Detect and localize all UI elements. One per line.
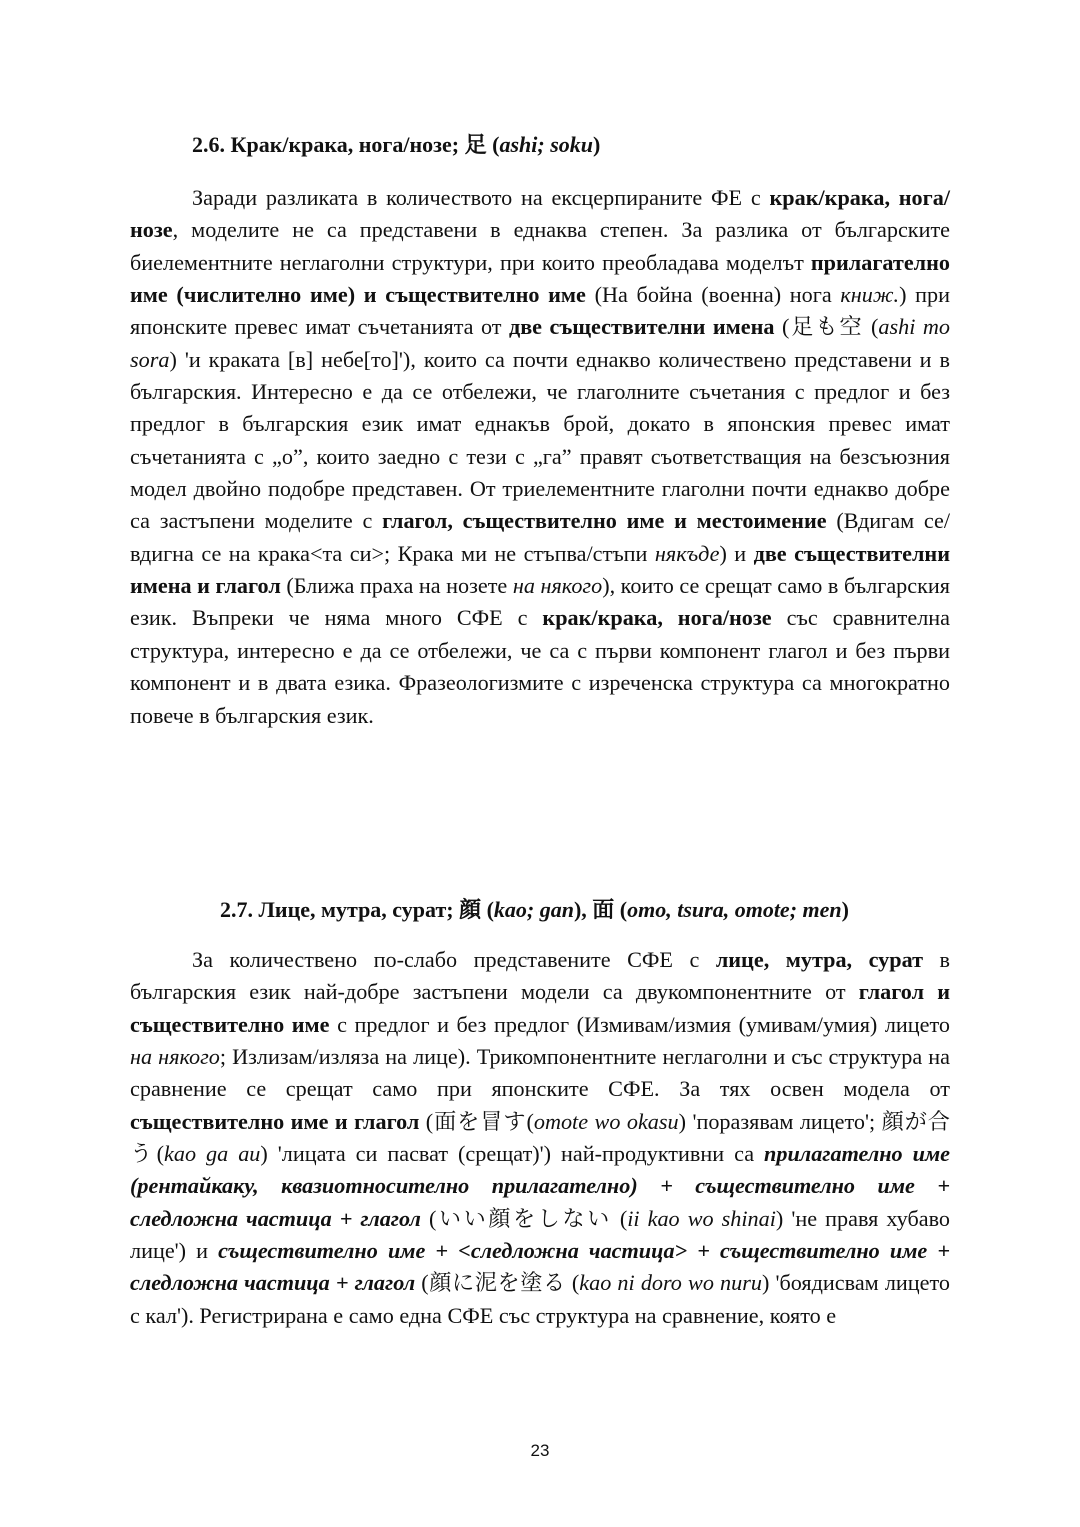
text-run: ) [593, 132, 601, 157]
text-run: книж. [840, 282, 900, 308]
text-run: , моделите не са представени в еднаква степен. За разлика от българските биелементните неглаголни структури, при които преобладава моделът [130, 217, 950, 275]
text-run: 2.6. Крак/крака, нога/нозе; 足 ( [192, 132, 500, 157]
text-run: глагол и съществително име [130, 979, 950, 1037]
text-run: прилагателно име (числително име) и съществително име [130, 249, 950, 308]
text-run: ) [841, 897, 849, 922]
text-run: (Вдигам се/вдигна се на крака<та си>; Крака ми не стъпва/стъпи [130, 508, 951, 566]
text-run: ashi; soku [499, 132, 593, 157]
text-run: За количествено по-слабо представените СФЕ с [192, 947, 716, 972]
text-run: на някого [512, 573, 603, 599]
text-run: съществително име + <следложна частица> + съществително име + следложна частица + глагол [130, 1238, 950, 1296]
text-run: kao; gan [493, 897, 574, 922]
text-run: 2.7. Лице, мутра, сурат; 顔 ( [220, 897, 494, 922]
text-run: на някого [130, 1044, 220, 1070]
section-heading-2-6 [192, 130, 600, 160]
text-run: глагол, съществително име и местоимение [382, 508, 827, 534]
text-run: omote wo okasu [533, 1108, 679, 1134]
text-run: ; Излизам/изляза на лице). Трикомпонентните неглаголни и със структура на сравнение се срещат само при японските СФЕ. За тях освен модела от [130, 1044, 950, 1102]
section-paragraph-2-6 [130, 182, 950, 732]
text-run: ii kao wo shinai [627, 1205, 776, 1231]
text-run: kao ga au [164, 1141, 261, 1167]
text-run: ), 面 ( [573, 897, 628, 922]
text-run: ) 'лицата си пасват (срещат)') най-продуктивни са [260, 1141, 765, 1167]
text-run: крак/крака, нога/нозе [542, 605, 772, 631]
text-run: (いい顔をしない ( [420, 1205, 628, 1231]
text-run: ) 'поразявам лицето'; 顔が合う( [130, 1108, 950, 1167]
text-run: Заради разликата в количеството на ексцерпираните ФЕ с [192, 185, 770, 210]
text-run: крак/крака, нога/нозе [130, 185, 950, 243]
section-paragraph-2-7 [130, 944, 950, 1332]
text-run: ) 'боядисвам лицето с кал'). Регистрирана е само една СФЕ със структура на сравнение, която е [130, 1270, 950, 1328]
text-run: в българския език най-добре застъпени модели са двукомпонентните от [130, 947, 950, 1005]
text-run: (顔に泥を塗る ( [415, 1270, 580, 1296]
section-heading-2-7 [220, 895, 849, 925]
text-run: някъде [654, 540, 720, 566]
text-run: лице, мутра, сурат [715, 947, 924, 972]
text-run: с предлог и без предлог (Измивам/измия (умивам/умия) лицето [329, 1011, 951, 1037]
text-run: със сравнителна структура, интересно е да се отбележи, че са с първи компонент глагол и без първи компонент и в двата езика. Фразеологизмите с изреченска структура са многократно повече в българския език. [130, 605, 950, 728]
page-number: 23 [530, 1441, 550, 1460]
text-run: (На бойна (военна) нога [585, 282, 841, 308]
text-run: ) и [719, 540, 754, 566]
text-run: ) 'не правя хубаво лице') и [130, 1205, 950, 1264]
text-run: kao ni doro wo nuru [579, 1270, 762, 1296]
text-run: прилагателно име (рентайкаку, квазиотносително прилагателно) + съществително име + следложна частица + глагол [130, 1141, 950, 1231]
text-run: omo, tsura, omote; men [627, 897, 842, 922]
text-run: съществително име и глагол [130, 1108, 420, 1134]
text-run: две съществителни имена и глагол [130, 540, 951, 599]
text-run: (Ближа праха на нозете [280, 573, 513, 599]
text-run: две съществителни имена [508, 314, 775, 340]
text-run: ), които се срещат само в българския език. Въпреки че няма много СФЕ с [130, 573, 950, 631]
text-run: (面を冒す( [419, 1108, 534, 1134]
text-run: ) при японските превес имат съчетанията от [130, 282, 950, 340]
text-run: ) 'и краката [в] небе[то]'), които са почти еднакво количествено представени и в българския. Интересно е да се отбележи, че глаголните съчетания с предлог и без предлог в българския език имат еднакъв брой, докато в японския превес имат съчетанията с „о”, които заедно с тези с „га” правят съответстващия на безсъюзния модел двойно подобре представен. От триелементните глаголни почти еднакво добре са застъпени моделите с [130, 346, 950, 534]
text-run: (足も空 ( [774, 314, 879, 340]
text-run: ashi mo sora [130, 314, 950, 372]
